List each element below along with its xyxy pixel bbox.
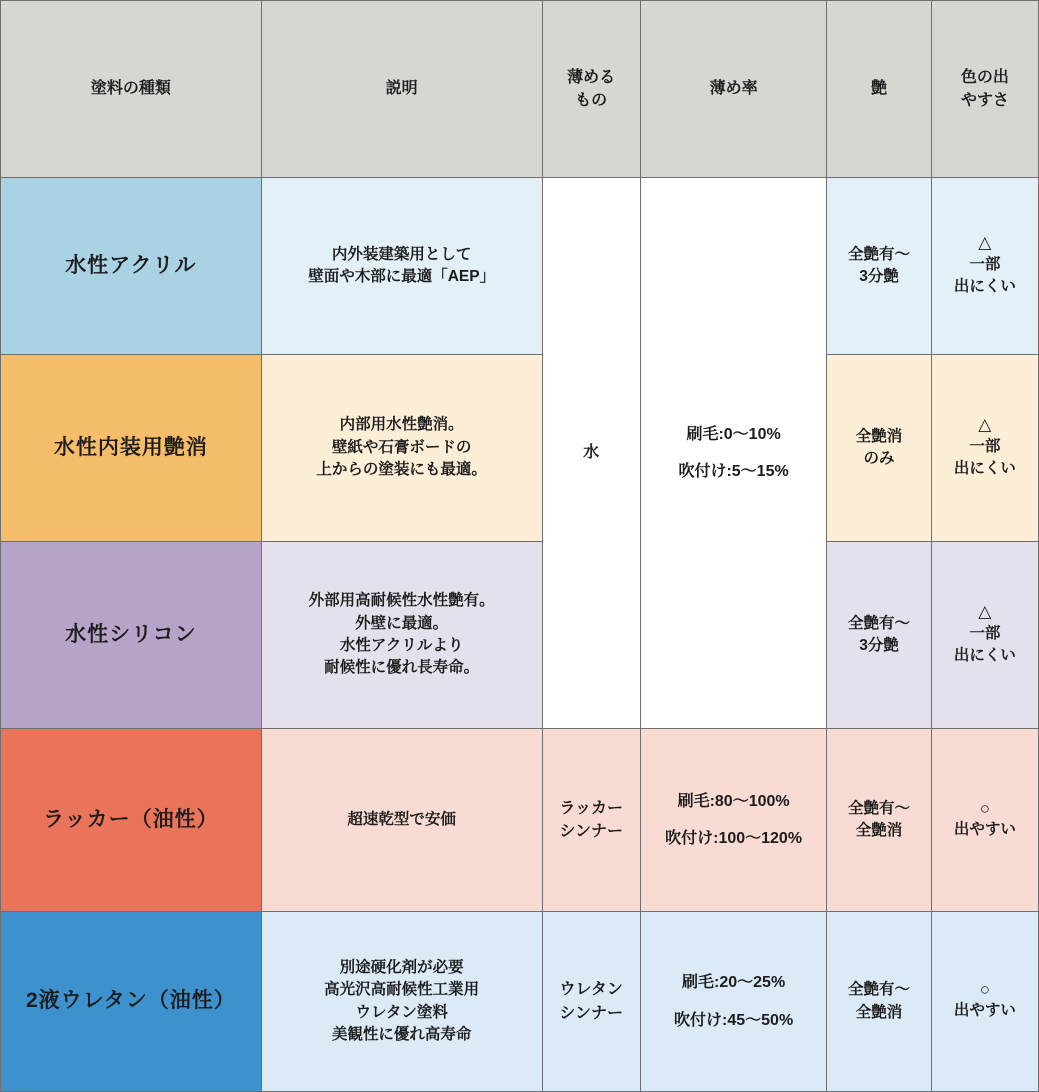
- table-row: [1, 355, 1039, 542]
- color-mark: ○: [979, 798, 990, 818]
- color-development-cell: [931, 912, 1038, 1092]
- description-line: 超速乾型で安価: [347, 810, 456, 828]
- paint-type-label: 2液ウレタン（油性）: [25, 989, 236, 1013]
- color-mark: △: [978, 415, 992, 435]
- description-cell: [261, 178, 542, 355]
- color-development-cell: [931, 178, 1038, 355]
- color-mark: △: [978, 233, 992, 253]
- dilution-ratio-cell-water: [640, 178, 827, 729]
- paint-type-label: 水性アクリル: [65, 253, 197, 277]
- dilution-spray: 吹付け:100〜120%: [665, 830, 803, 847]
- color-line: 出にくい: [953, 460, 1016, 478]
- thinner-line: シンナー: [559, 823, 623, 840]
- header-gloss: [827, 1, 931, 178]
- description-cell: [261, 729, 542, 912]
- description-line: 耐候性に優れ長寿命。: [324, 659, 480, 677]
- color-mark: △: [978, 602, 992, 622]
- thinner-cell-water: [542, 178, 640, 729]
- color-mark: ○: [979, 980, 990, 1000]
- paint-type-cell: [1, 542, 262, 729]
- header-dilution-ratio: [640, 1, 827, 178]
- table-row: [1, 542, 1039, 729]
- thinner-line: ラッカー: [559, 799, 624, 817]
- color-line: 一部: [969, 255, 1001, 273]
- description-line: 水性アクリルより: [339, 637, 464, 654]
- header-gloss-label: 艶: [871, 80, 888, 98]
- header-paint-type-label: 塗料の種類: [90, 80, 171, 98]
- description-line: 美観性に優れ高寿命: [331, 1025, 472, 1043]
- color-development-cell: [931, 729, 1038, 912]
- description-cell: [261, 542, 542, 729]
- description-line: 内部用水性艶消。: [339, 416, 464, 434]
- description-line: 別途硬化剤が必要: [339, 958, 464, 976]
- gloss-line: 全艶有〜: [848, 981, 911, 999]
- paint-type-cell: [1, 178, 262, 355]
- color-line: 出にくい: [953, 278, 1016, 296]
- gloss-line: 全艶消: [855, 822, 903, 839]
- description-line: 壁面や木部に最適「AEP」: [308, 268, 496, 285]
- gloss-line: のみ: [863, 450, 895, 467]
- color-development-cell: [931, 542, 1038, 729]
- paint-type-cell: [1, 355, 262, 542]
- thinner-label: 水: [583, 444, 600, 462]
- color-line: 出やすい: [953, 1002, 1016, 1020]
- table-row: [1, 912, 1039, 1092]
- description-line: 外壁に最適。: [355, 614, 449, 632]
- header-description-label: 説明: [385, 80, 418, 98]
- thinner-cell: [542, 729, 640, 912]
- color-development-cell: [931, 355, 1038, 542]
- dilution-spray: 吹付け:5〜15%: [678, 463, 789, 480]
- gloss-line: 全艶有〜: [848, 614, 911, 632]
- paint-type-cell: [1, 912, 262, 1092]
- description-line: 内外装建築用として: [331, 245, 472, 263]
- thinner-line: シンナー: [559, 1004, 623, 1022]
- paint-type-label: 水性シリコン: [65, 622, 197, 646]
- gloss-line: 全艶消: [855, 1003, 903, 1021]
- description-cell: [261, 912, 542, 1092]
- description-line: 上からの塗装にも最適。: [316, 461, 487, 479]
- gloss-cell: [827, 355, 931, 542]
- paint-type-label: 水性内装用艶消: [53, 435, 208, 459]
- gloss-cell: [827, 912, 931, 1092]
- color-line: 一部: [969, 624, 1001, 642]
- header-color-label-line1: 色の出: [960, 68, 1009, 86]
- thinner-cell: [542, 912, 640, 1092]
- header-thinner: [542, 1, 640, 178]
- header-color-development: [931, 1, 1038, 178]
- dilution-brush: 刷毛:80〜100%: [677, 792, 790, 810]
- gloss-line: 全艶有〜: [848, 245, 911, 263]
- description-cell: [261, 355, 542, 542]
- table-row: [1, 729, 1039, 912]
- dilution-ratio-cell: [640, 729, 827, 912]
- description-line: 壁紙や石膏ボードの: [331, 438, 472, 456]
- table-row: [1, 178, 1039, 355]
- header-thinner-label-line2: もの: [575, 92, 608, 109]
- header-color-label-line2: やすさ: [960, 92, 1009, 109]
- color-line: 一部: [969, 437, 1001, 455]
- dilution-ratio-cell: [640, 912, 827, 1092]
- gloss-cell: [827, 542, 931, 729]
- description-line: 外部用高耐候性水性艶有。: [308, 592, 495, 610]
- header-description: [261, 1, 542, 178]
- dilution-brush: 刷毛:20〜25%: [682, 974, 786, 992]
- paint-type-cell: [1, 729, 262, 912]
- dilution-brush: 刷毛:0〜10%: [686, 425, 781, 443]
- gloss-line: 全艶消: [855, 427, 903, 445]
- table-header-row: [1, 1, 1039, 178]
- header-paint-type: [1, 1, 262, 178]
- thinner-line: ウレタン: [559, 981, 623, 999]
- gloss-line: 全艶有〜: [848, 799, 911, 817]
- dilution-spray: 吹付け:45〜50%: [674, 1011, 794, 1029]
- header-dilution-ratio-label: 薄め率: [709, 80, 758, 98]
- description-line: ウレタン塗料: [355, 1003, 448, 1021]
- color-line: 出やすい: [953, 820, 1016, 838]
- paint-type-label: ラッカー（油性）: [43, 807, 219, 831]
- color-line: 出にくい: [953, 647, 1016, 665]
- description-line: 高光沢高耐候性工業用: [324, 981, 480, 999]
- gloss-cell: [827, 729, 931, 912]
- gloss-cell: [827, 178, 931, 355]
- header-thinner-label-line1: 薄める: [567, 68, 616, 86]
- gloss-line: 3分艶: [859, 268, 899, 285]
- gloss-line: 3分艶: [859, 637, 899, 654]
